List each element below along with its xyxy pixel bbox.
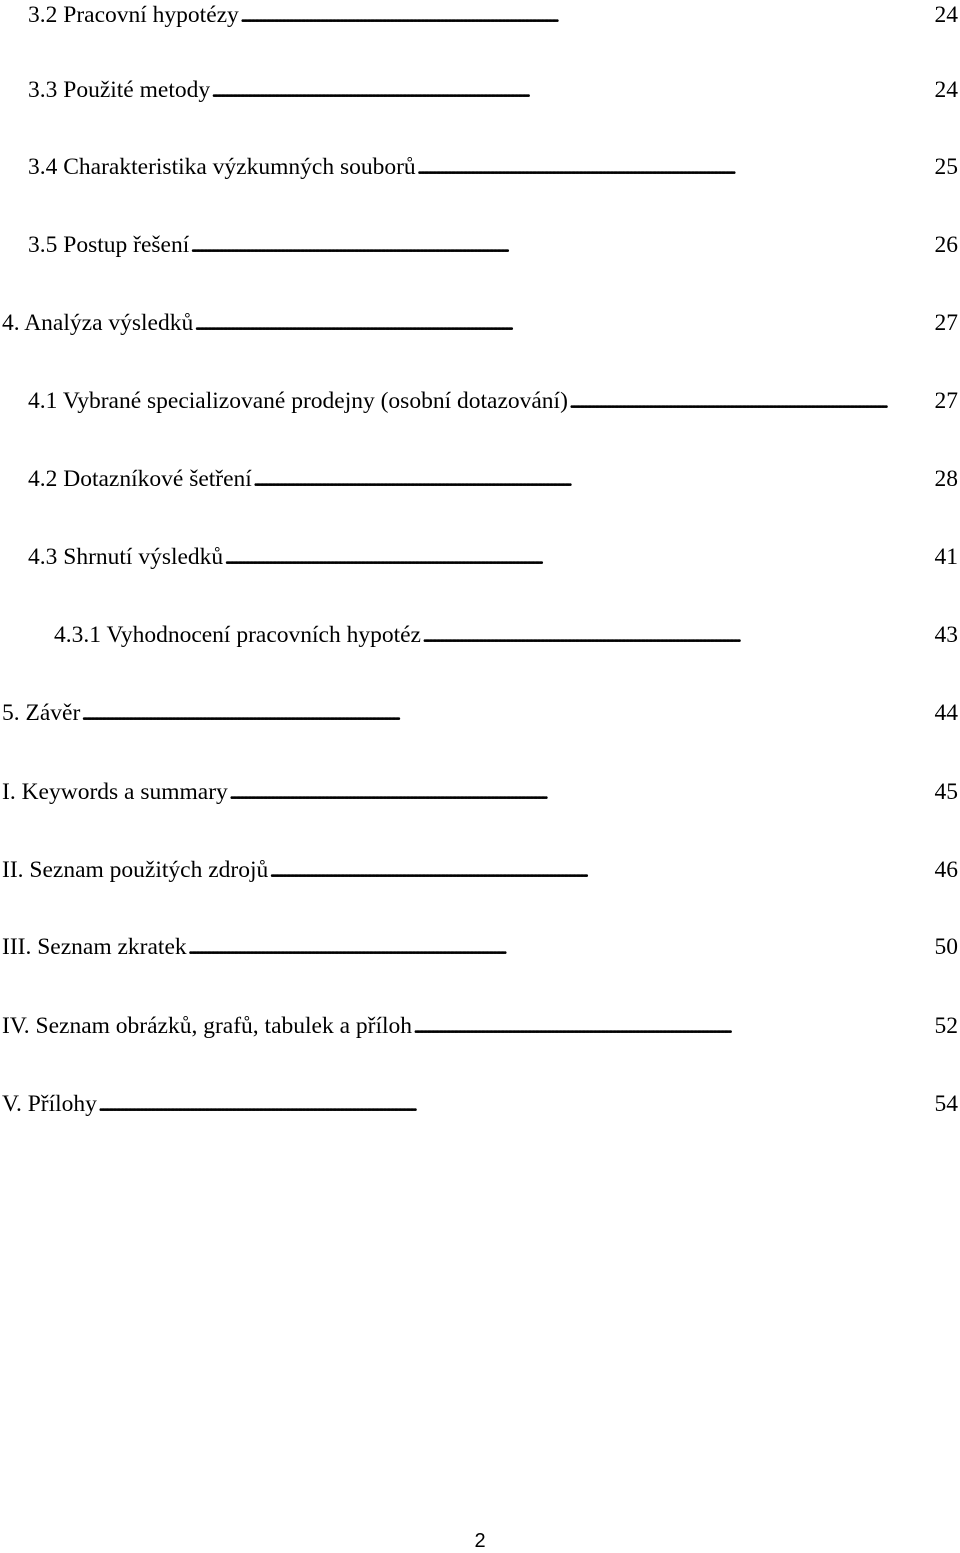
toc-entry-page: 26 — [934, 232, 958, 258]
toc-entry-title: IV. Seznam obrázků, grafů, tabulek a příloh — [2, 1013, 413, 1039]
toc-entry-page: 50 — [934, 934, 958, 960]
toc-dot-leader — [569, 386, 933, 416]
toc-entry-title: 4. Analýza výsledků — [2, 310, 194, 336]
toc-entry-page: 25 — [934, 154, 958, 180]
toc-entry-page: 54 — [934, 1091, 958, 1117]
toc-dot-leader — [253, 464, 933, 494]
toc-entry-title: 4.2 Dotazníkové šetření — [28, 466, 252, 492]
toc-entry-4-3-1[interactable] — [54, 620, 958, 650]
toc-dot-leader — [229, 777, 933, 807]
toc-entry-5[interactable] — [2, 698, 958, 728]
toc-entry-title: III. Seznam zkratek — [2, 934, 187, 960]
toc-entry-title: 5. Závěr — [2, 700, 81, 726]
toc-dot-leader — [413, 1011, 932, 1041]
toc-entry-iii[interactable] — [2, 932, 958, 962]
toc-entry-page: 28 — [934, 466, 958, 492]
toc-entry-page: 24 — [934, 77, 958, 103]
toc-dot-leader — [190, 230, 932, 260]
toc-dot-leader — [81, 698, 932, 728]
toc-entry-ii[interactable] — [2, 855, 958, 885]
toc-dot-leader — [224, 542, 932, 572]
toc-entry-page: 43 — [934, 622, 958, 648]
toc-entry-4[interactable] — [2, 308, 958, 338]
toc-entry-title: 3.3 Použité metody — [28, 77, 211, 103]
toc-entry-iv[interactable] — [2, 1011, 958, 1041]
toc-dot-leader — [211, 75, 932, 105]
toc-entry-page: 44 — [934, 700, 958, 726]
toc-entry-page: 41 — [934, 544, 958, 570]
toc-entry-title: V. Přílohy — [2, 1091, 97, 1117]
toc-entry-v[interactable] — [2, 1089, 958, 1119]
toc-entry-page: 52 — [934, 1013, 958, 1039]
toc-entry-3-4[interactable] — [28, 152, 958, 182]
toc-dot-leader — [98, 1089, 933, 1119]
toc-dot-leader — [417, 152, 933, 182]
toc-entry-page: 46 — [934, 857, 958, 883]
toc-entry-title: 4.3 Shrnutí výsledků — [28, 544, 224, 570]
toc-entry-4-2[interactable] — [28, 464, 958, 494]
toc-entry-title: 4.1 Vybrané specializované prodejny (osobní dotazování) — [28, 388, 568, 414]
toc-entry-title: 3.2 Pracovní hypotézy — [28, 2, 239, 28]
toc-entry-i[interactable] — [2, 777, 958, 807]
toc-entry-page: 27 — [934, 310, 958, 336]
toc-entry-page: 27 — [934, 388, 958, 414]
toc-dot-leader — [269, 855, 932, 885]
toc-entry-title: 4.3.1 Vyhodnocení pracovních hypotéz — [54, 622, 421, 648]
toc-entry-3-3[interactable] — [28, 75, 958, 105]
toc-entry-3-5[interactable] — [28, 230, 958, 260]
page-number: 2 — [474, 1530, 486, 1552]
toc-dot-leader — [188, 932, 933, 962]
toc-entry-page: 24 — [934, 2, 958, 28]
toc-entry-title: I. Keywords a summary — [2, 779, 228, 805]
toc-entry-4-1[interactable] — [28, 386, 958, 416]
toc-entry-title: 3.4 Charakteristika výzkumných souborů — [28, 154, 416, 180]
toc-dot-leader — [194, 308, 932, 338]
toc-dot-leader — [240, 0, 933, 30]
toc-entry-page: 45 — [934, 779, 958, 805]
toc-dot-leader — [422, 620, 933, 650]
toc-entry-title: 3.5 Postup řešení — [28, 232, 190, 258]
toc-entry-4-3[interactable] — [28, 542, 958, 572]
toc-entry-3-2[interactable] — [28, 0, 958, 30]
toc-entry-title: II. Seznam použitých zdrojů — [2, 857, 269, 883]
